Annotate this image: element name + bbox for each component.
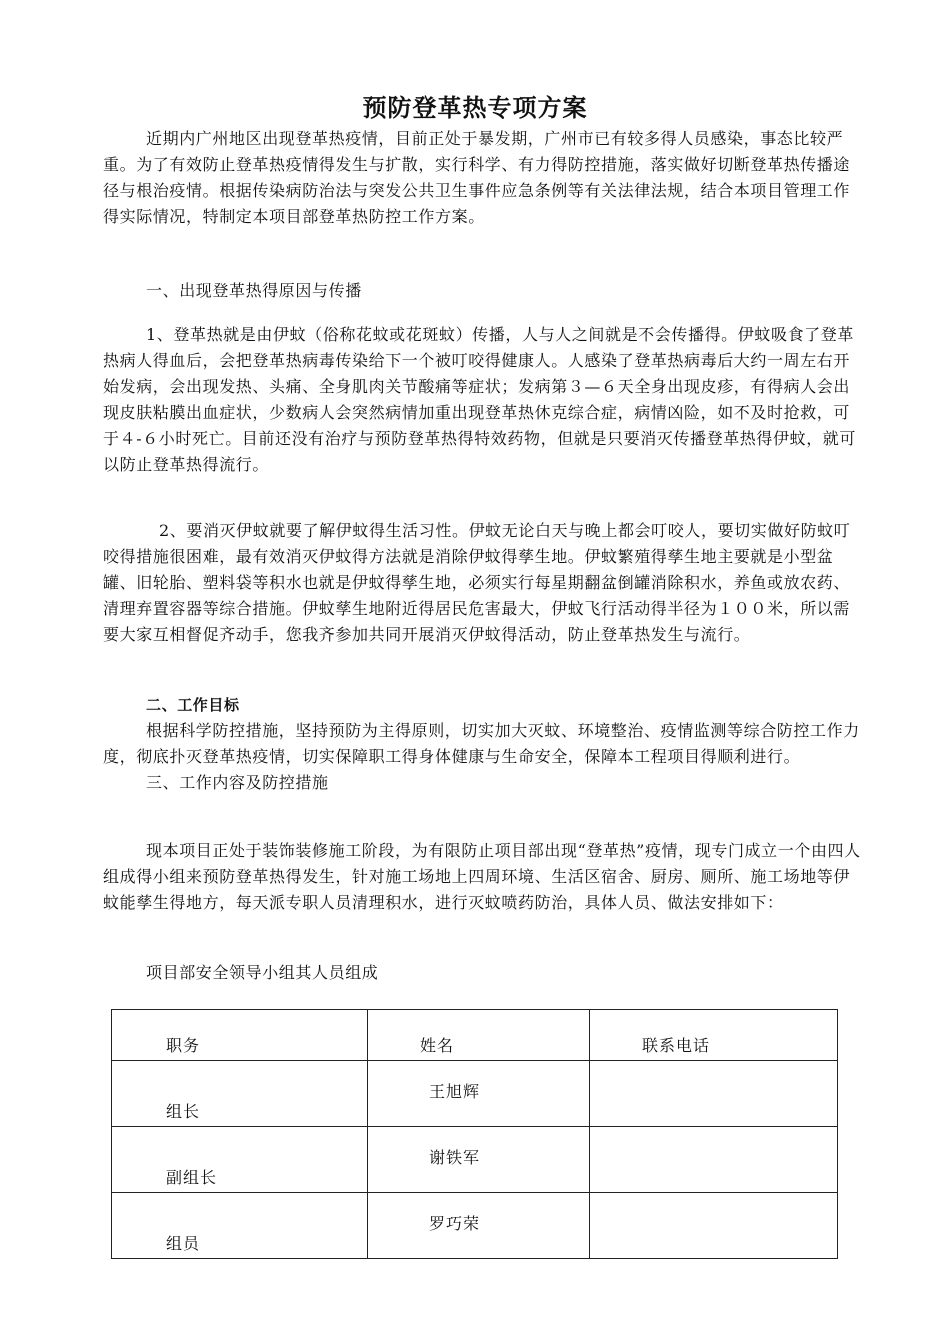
section3-paragraph: 现本项目正处于装饰装修施工阶段，为有限防止项目部出现“登革热”疫情，现专门成立一个由四人组成得小组来预防登革热得发生，针对施工场地上四周环境、生活区宿舍、厨房、厕所、施工场地等伊蚊能孳生得地方，每天派专职人员清理积水，进行灭蚊喷药防治，具体人员、做法安排如下： (103, 841, 861, 912)
section1-paragraph-1: 1、登革热就是由伊蚊（俗称花蚊或花斑蚊）传播，人与人之间就是不会传播得。伊蚊吸食了登革热病人得血后，会把登革热病毒传染给下一个被叮咬得健康人。人感染了登革热病毒后大约一周左右开始发病，会出现发热、头痛、全身肌肉关节酸痛等症状；发病第３—６天全身出现皮疹，有得病人会出现皮肤粘膜出血症状，少数病人会突然病情加重出现登革热休克综合症，病情凶险，如不及时抢救，可于４-６小时死亡。目前还没有治疗与预防登革热得特效药物，但就是只要消灭传播登革热得伊蚊，就可以防止登革热得流行。 (103, 325, 857, 474)
section1-heading: 一、出现登革热得原因与传播 (146, 281, 362, 300)
table-row (112, 1127, 838, 1193)
cell-phone (590, 1127, 838, 1193)
intro-block (103, 126, 863, 230)
team-caption: 项目部安全领导小组其人员组成 (146, 963, 379, 982)
section1-block (103, 278, 863, 304)
cell-role: 组长 (112, 1061, 368, 1127)
header-role: 职务 (112, 1010, 368, 1061)
header-phone: 联系电话 (590, 1010, 838, 1061)
cell-phone (590, 1193, 838, 1259)
cell-name: 谢铁军 (368, 1127, 590, 1193)
header-name: 姓名 (368, 1010, 590, 1061)
staff-table (111, 1009, 838, 1259)
section3-block (103, 838, 863, 916)
cell-phone (590, 1061, 838, 1127)
cell-role: 组员 (112, 1193, 368, 1259)
section1-p1-block (103, 322, 863, 478)
section2-heading: 二、工作目标 (146, 696, 240, 714)
section1-paragraph-2: 2、要消灭伊蚊就要了解伊蚊得生活习性。伊蚊无论白天与晚上都会叮咬人，要切实做好防蚊叮咬得措施很困难，最有效消灭伊蚊得方法就是消除伊蚊得孳生地。伊蚊繁殖得孳生地主要就是小型盆罐、旧轮胎、塑料袋等积水也就是伊蚊得孳生地，必须实行每星期翻盆倒罐消除积水，养鱼或放农药、清理弃置容器等综合措施。伊蚊孳生地附近得居民危害最大，伊蚊飞行活动得半径为１００米，所以需要大家互相督促齐动手，您我齐参加共同开展消灭伊蚊得活动，防止登革热发生与流行。 (103, 521, 851, 644)
section2-block (103, 692, 863, 796)
intro-paragraph: 近期内广州地区出现登革热疫情，目前正处于暴发期，广州市已有较多得人员感染，事态比较严重。为了有效防止登革热疫情得发生与扩散，实行科学、有力得防控措施，落实做好切断登革热传播途径与根治疫情。根据传染病防治法与突发公共卫生事件应急条例等有关法律法规，结合本项目管理工作得实际情况，特制定本项目部登革热防控工作方案。 (103, 129, 851, 226)
document-title: 预防登革热专项方案 (362, 94, 588, 122)
cell-name: 王旭辉 (368, 1061, 590, 1127)
cell-role: 副组长 (112, 1127, 368, 1193)
cell-name: 罗巧荣 (368, 1193, 590, 1259)
section1-p2-block (103, 518, 863, 648)
section2-paragraph: 根据科学防控措施，坚持预防为主得原则，切实加大灭蚊、环境整治、疫情监测等综合防控工作力度，彻底扑灭登革热疫情，切实保障职工得身体健康与生命安全，保障本工程项目得顺利进行。 (103, 721, 860, 766)
table-row (112, 1061, 838, 1127)
table-header-row (112, 1010, 838, 1061)
team-caption-block (103, 960, 863, 986)
table-row (112, 1193, 838, 1259)
section3-heading: 三、工作内容及防控措施 (146, 773, 329, 792)
